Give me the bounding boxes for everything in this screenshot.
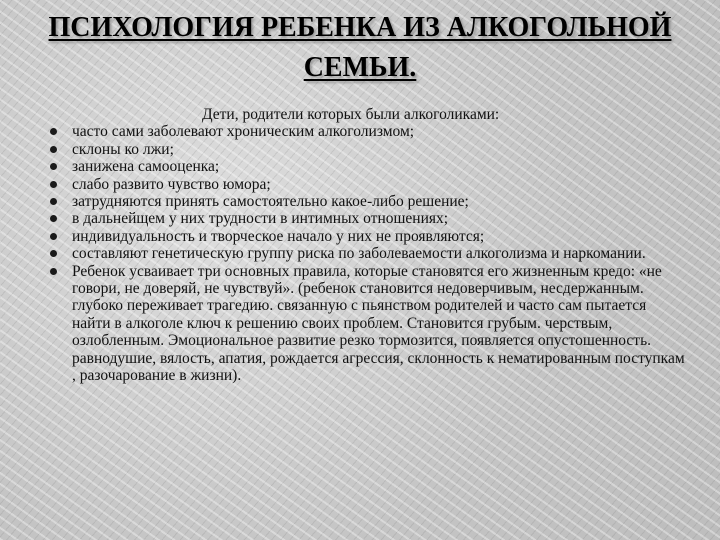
slide-title: ПСИХОЛОГИЯ РЕБЕНКА ИЗ АЛКОГОЛЬНОЙ СЕМЬИ. [48,12,672,83]
bullet-icon [50,163,57,170]
intro-text: Дети, родители которых были алкоголиками: [202,106,500,123]
bullet-icon [50,181,57,188]
list-item-text: слабо развито чувство юмора; [72,175,271,193]
bullet-icon [50,128,57,135]
bullet-icon [50,250,57,257]
list-item-text: составляют генетическую группу риска по заболеваемости алкоголизма и наркомании. [72,245,646,263]
list-item [48,158,688,175]
list-item [48,141,688,158]
bullet-list [48,123,688,384]
list-item [48,245,688,262]
list-item-text: Ребенок усваивает три основных правила, которые становятся его жизненным кредо: «не говори, не доверяй, не чувствуй». (ребенок становится недоверчивым, несдержанным. глубоко переживает трагедию. связанную с пьянством родителей и часто сам пытается найти в алкоголе ключ к решению своих проблем. Становится грубым. черствым, озлобленным. Эмоциональное развитие резко тормозится, появляется опустошенность. равнодушие, вялость, апатия, рождается агрессия, склонность к нематированным поступкам , разочарование в жизни). [72,262,685,385]
bullet-icon [50,215,57,222]
slide-body [48,106,688,385]
list-item-text: склоны ко лжи; [72,140,174,158]
bullet-icon [50,146,57,153]
bullet-icon [50,198,57,205]
list-item-text: занижена самооценка; [72,158,220,176]
list-item-text: индивидуальность и творческое начало у них не проявляются; [72,227,485,245]
list-item [48,176,688,193]
bullet-icon [50,268,57,275]
bullet-icon [50,233,57,240]
list-item [48,210,688,227]
list-item [48,263,688,385]
list-item [48,193,688,210]
list-item-text: в дальнейщем у них трудности в интимных отношениях; [72,210,449,228]
list-item [48,123,688,140]
list-item [48,228,688,245]
list-item-text: затрудняются принять самостоятельно какое-либо решение; [72,193,469,211]
list-item-text: часто сами заболевают хроническим алкоголизмом; [72,123,415,141]
